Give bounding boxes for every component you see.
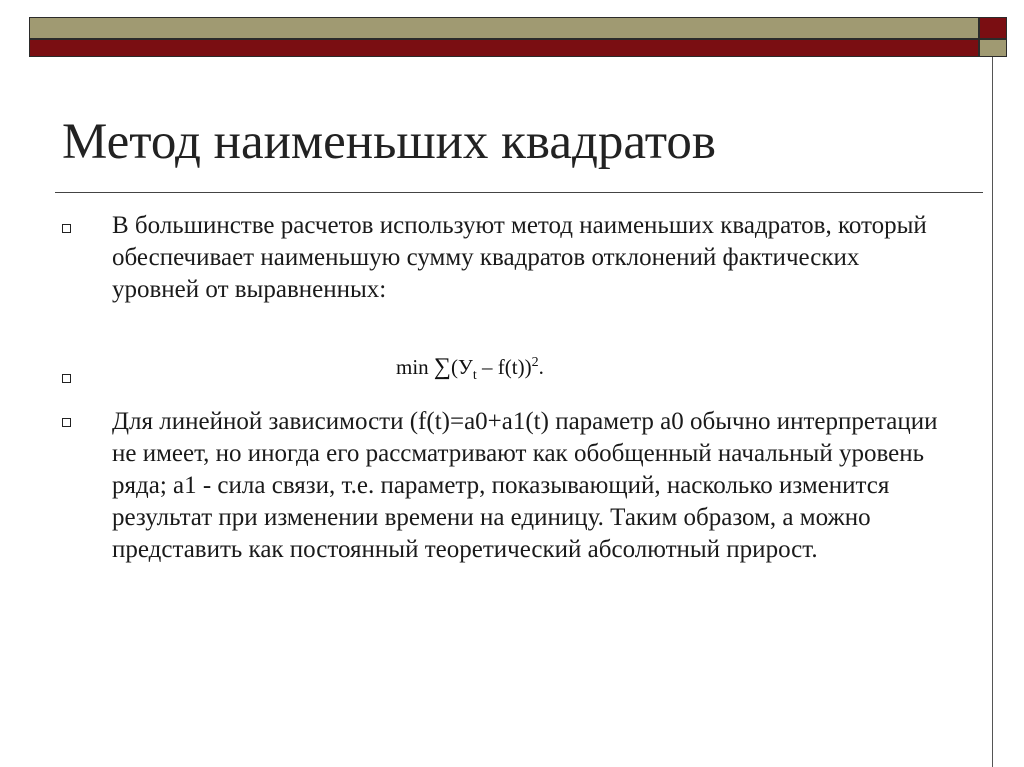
least-squares-formula — [396, 348, 544, 391]
slide-title: Метод наименьших квадратов — [62, 114, 716, 170]
formula-y-subscript: t — [472, 368, 477, 384]
header-bar-maroon — [29, 39, 979, 57]
title-underline — [55, 192, 983, 193]
bullet-square-icon — [62, 418, 71, 427]
bullet-text-1: В большинстве расчетов используют метод наименьших квадратов, который обеспечивает наименьшую сумму квадратов отклонений фактических уровней от выравненных: — [112, 212, 927, 303]
header-square-maroon — [979, 17, 1007, 39]
header-bar-olive — [29, 17, 979, 39]
formula-open-paren: ( — [451, 355, 459, 379]
bullet-square-icon — [62, 224, 71, 233]
formula-minus-f: – f(t)) — [476, 355, 532, 379]
formula-y: У — [458, 355, 473, 379]
bullet-square-icon — [62, 374, 71, 383]
bullet-text-3: Для линейной зависимости (f(t)=a0+a1(t) параметр a0 обычно интерпретации не имеет, но иногда его рассматривают как обобщенный начальный уровень ряда; a1 - сила связи, т.е. параметр, показывающий, насколько изменится результат при изменении времени на единицу. Таким образом, а можно представить как постоянный теоретический абсолютный прирост. — [112, 408, 938, 563]
vertical-decor-line — [992, 57, 993, 767]
formula-power: 2 — [531, 355, 539, 370]
formula-sum-symbol: ∑ — [433, 354, 452, 380]
formula-end: . — [538, 355, 544, 379]
formula-min: min — [396, 355, 429, 379]
header-square-olive — [979, 39, 1007, 57]
